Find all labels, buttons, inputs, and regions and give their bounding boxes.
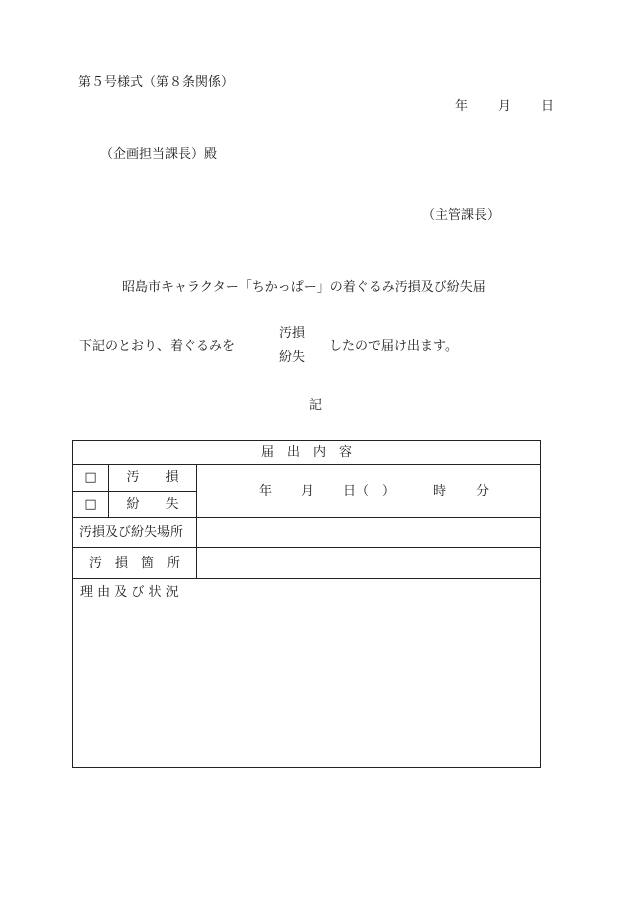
- row-lost-label: 紛 失: [109, 491, 197, 518]
- table-row-reason: [73, 579, 541, 768]
- reason-cell[interactable]: [73, 579, 541, 768]
- ki-heading: 記: [309, 398, 323, 413]
- checkbox-lost[interactable]: □: [73, 491, 109, 518]
- table-row-location: [73, 518, 541, 548]
- document-title: 昭島市キャラクター「ちかっぱー」の着ぐるみ汚損及び紛失届: [122, 280, 486, 295]
- table-header: 届 出 内 容: [73, 441, 541, 465]
- addressee: （企画担当課長）殿: [100, 147, 218, 162]
- datetime-month: 月: [301, 484, 315, 499]
- form-number: 第５号様式（第８条関係）: [78, 75, 235, 90]
- sender: （主管課長）: [422, 208, 501, 223]
- reason-label: 理 由 及 び 状 況: [80, 585, 179, 600]
- location-label: 汚損及び紛失場所: [73, 518, 197, 548]
- table-row-damage-area: [73, 548, 541, 579]
- date-year: 年: [455, 99, 469, 114]
- damage-area-label: 汚 損 箇 所: [73, 548, 197, 579]
- date-day: 日: [541, 99, 555, 114]
- datetime-day: 日（ ）: [343, 484, 396, 499]
- checkbox-soiled[interactable]: □: [73, 465, 109, 492]
- damage-area-field[interactable]: [197, 548, 541, 579]
- datetime-cell[interactable]: [197, 465, 541, 518]
- option-lost: 紛失: [279, 350, 306, 365]
- datetime-hour: 時: [433, 484, 447, 499]
- body-prefix: 下記のとおり、着ぐるみを: [79, 339, 236, 354]
- table-header-row: [73, 441, 541, 465]
- date-line: [455, 100, 554, 113]
- body-suffix: したので届け出ます。: [329, 339, 458, 354]
- table-row-soiled: [73, 465, 541, 492]
- option-soiled: 汚損: [279, 326, 306, 341]
- date-month: 月: [498, 99, 512, 114]
- datetime-year: 年: [259, 484, 273, 499]
- row-soiled-label: 汚 損: [109, 465, 197, 492]
- location-field[interactable]: [197, 518, 541, 548]
- report-table: [72, 440, 541, 768]
- datetime-minute: 分: [476, 484, 490, 499]
